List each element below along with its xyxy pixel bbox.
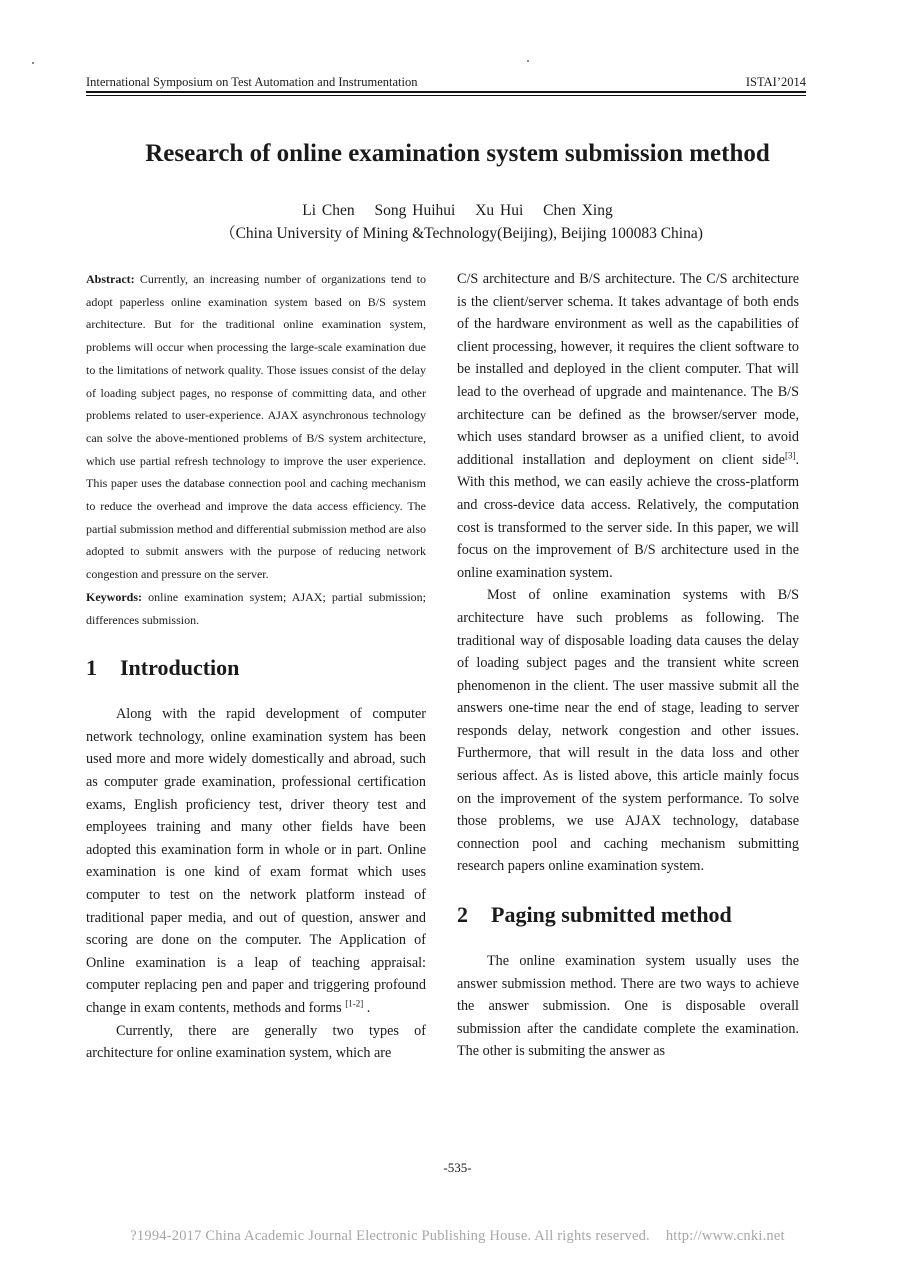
section-number: 2 xyxy=(457,902,468,928)
footer-copyright: ?1994-2017 China Academic Journal Electronic Publishing House. All rights reserved. xyxy=(130,1228,650,1244)
footer-url[interactable]: http://www.cnki.net xyxy=(665,1228,785,1244)
running-header xyxy=(86,74,806,90)
paragraph-text: Along with the rapid development of computer network technology, online examination system has been used more and more widely domestically and abroad, such as computer grade examination, professional certification exams, English proficiency test, driver theory test and employees training and many other fields have been adopted this examination form in whole or in part. Online examination is one kind of exam format which uses computer to test on the network platform instead of traditional paper media, and out of question, answer and scoring are done on the computer. The Application of Online examination is a leap of teaching appraisal: computer replacing pen and paper and triggering profound change in exam contents, methods and forms xyxy=(86,706,426,1016)
section-number: 1 xyxy=(86,655,97,681)
paragraph xyxy=(457,268,799,584)
author: Song Huihui xyxy=(374,202,456,219)
abstract-text: Currently, an increasing number of organizations tend to adopt paperless online examination system based on B/S system architecture. But for the traditional online examination system, problems will occur when processing the large-scale examination due to the limitations of network quality. Those issues consist of the delay of loading subject pages, no response of committing data, and other problems related to user-experience. AJAX asynchronous technology can solve the above-mentioned problems of B/S system architecture, which use partial refresh technology to improve the user experience. This paper uses the database connection pool and caching mechanism to reduce the overhead and improve the data access efficiency. The partial submission method and differential submission method are also adopted to submit answers with the purpose of reducing network congestion and pressure on the server. xyxy=(86,272,426,582)
paragraph xyxy=(86,703,426,1019)
section-title: Introduction xyxy=(120,655,240,681)
paper-title: Research of online examination system submission method xyxy=(145,140,770,167)
section-heading xyxy=(86,654,426,682)
copyright-footer xyxy=(0,1228,915,1245)
author: Chen Xing xyxy=(543,202,613,219)
paragraph: Most of online examination systems with B/S architecture have such problems as following. The traditional way of disposable loading data causes the delay of loading subject pages and the transient white screen phenomenon in the client. The user massive submit all the answers one-time near the end of stage, leading to server responds delay, network congestion and other issues. Furthermore, that will result in the data loss and other serious affect. As is listed above, this article mainly focus on the improvement of the system performance. To solve those problems, we use AJAX technology, database connection pool and caching mechanism submitting research papers online examination system. xyxy=(457,587,799,875)
header-acronym: ISTAI’2014 xyxy=(745,75,806,89)
affiliation: （China University of Mining &Technology(Beijing), Beijing 100083 China) xyxy=(220,225,703,242)
author-list xyxy=(0,201,915,221)
section-heading xyxy=(457,901,799,929)
header-conference: International Symposium on Test Automation and Instrumentation xyxy=(86,75,418,89)
paragraph-text: . With this method, we can easily achieve the cross-platform and cross-device data access. Relatively, the computation cost is transformed to the server side. In this paper, we will focus on the improvement of B/S architecture used in the online examination system. xyxy=(457,451,799,581)
paragraph: Currently, there are generally two types of architecture for online examination system, which are xyxy=(86,1022,426,1062)
scan-speck xyxy=(527,60,529,62)
author: Xu Hui xyxy=(475,202,524,219)
header-rule-thick xyxy=(86,91,806,93)
keywords-label: Keywords: xyxy=(86,589,142,604)
scan-speck xyxy=(32,62,34,64)
paragraph: The online examination system usually uses the answer submission method. There are two ways to achieve the answer submission. One is disposable overall submission after the candidate complete the examination. The other is submiting the answer as xyxy=(457,953,799,1060)
section-title: Paging submitted method xyxy=(491,902,732,928)
paragraph-text: C/S architecture and B/S architecture. The C/S architecture is the client/server schema. It takes advantage of both ends of the hardware environment as well as the capabilities of client processing, however, it requires the client software to be installed and deployed in the client computer. That will lead to the overhead of upgrade and maintenance. The B/S architecture can be defined as the browser/server mode, which uses standard browser as a unified client, to avoid additional installation and deployment on client side xyxy=(457,271,799,468)
author: Li Chen xyxy=(302,202,355,219)
right-column xyxy=(457,268,799,1063)
abstract-label: Abstract: xyxy=(86,272,135,286)
page-number: -535- xyxy=(443,1160,472,1175)
keywords-text: online examination system; AJAX; partial submission; differences submission. xyxy=(86,589,426,627)
left-column xyxy=(86,268,426,1065)
header-rule-thin xyxy=(86,95,806,96)
citation: [3] xyxy=(784,450,796,461)
paragraph-text: . xyxy=(363,999,371,1016)
abstract xyxy=(86,268,426,586)
keywords xyxy=(86,586,426,631)
citation: [1-2] xyxy=(345,998,364,1009)
